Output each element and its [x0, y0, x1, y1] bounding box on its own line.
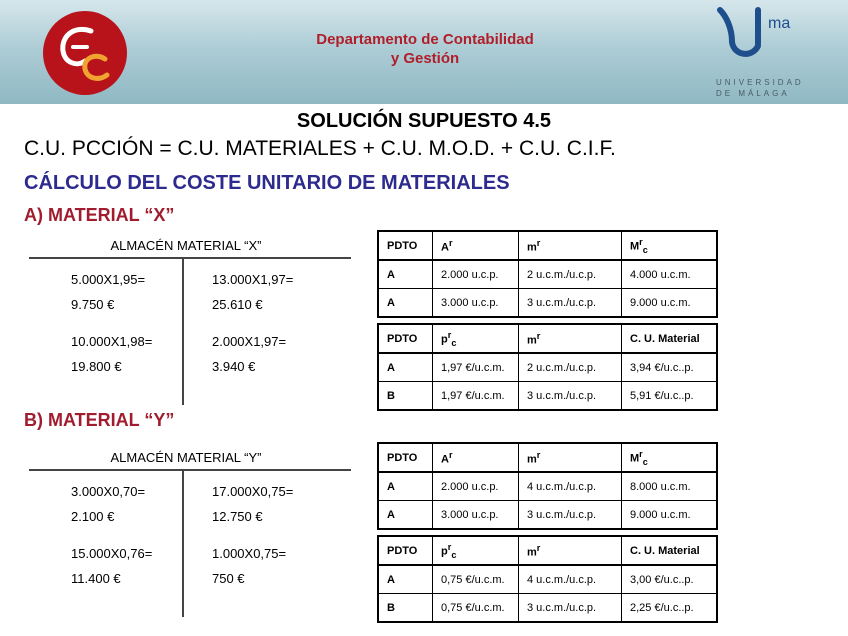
header-cell: PDTO: [378, 231, 433, 260]
material-x-cost-table: [377, 323, 718, 411]
table-cell: A: [378, 260, 433, 289]
account-x-hline: [29, 257, 351, 259]
header-cell: $m^r$: [519, 324, 622, 353]
material-x-quantity-table: [377, 230, 718, 318]
table-cell: 3,94 €/u.c..p.: [622, 353, 718, 382]
table-cell: 2,25 €/u.c..p.: [622, 594, 718, 623]
university-line-2: DE MÁLAGA: [716, 89, 790, 98]
table-cell: 3 u.c.m./u.c.p.: [519, 594, 622, 623]
account-x-vline: [182, 258, 184, 405]
header-cell: C. U. Material: [622, 536, 718, 565]
page-title: SOLUCIÓN SUPUESTO 4.5: [296, 110, 552, 132]
table-cell: 0,75 €/u.c.m.: [433, 594, 519, 623]
table-cell: A: [378, 289, 433, 318]
university-line-1: UNIVERSIDAD: [716, 78, 804, 87]
table-row: [378, 382, 717, 411]
account-y-title: ALMACÉN MATERIAL “Y”: [110, 450, 262, 465]
table-cell: 4 u.c.m./u.c.p.: [519, 565, 622, 594]
table-cell: 3 u.c.m./u.c.p.: [519, 501, 622, 530]
header-cell: $M^r_c$: [622, 231, 718, 260]
table-row: [378, 289, 717, 318]
section-x-heading: A) MATERIAL “X”: [24, 205, 175, 225]
header-cell: $A^r$: [433, 231, 519, 260]
table-cell: 3,00 €/u.c..p.: [622, 565, 718, 594]
account-x-title: ALMACÉN MATERIAL “X”: [110, 238, 262, 253]
table-row: [378, 260, 717, 289]
table-cell: 3.000 u.c.p.: [433, 289, 519, 318]
department-title: [270, 30, 580, 68]
table-cell: A: [378, 501, 433, 530]
table-cell: 2 u.c.m./u.c.p.: [519, 353, 622, 382]
calc-heading: CÁLCULO DEL COSTE UNITARIO DE MATERIALES: [24, 172, 510, 194]
table-header-row: [378, 231, 717, 260]
table-cell: 5,91 €/u.c..p.: [622, 382, 718, 411]
header-cell: $M^r_c$: [622, 443, 718, 472]
header-cell: PDTO: [378, 324, 433, 353]
header-cell: $m^r$: [519, 536, 622, 565]
table-row: [378, 565, 717, 594]
table-header-row: [378, 443, 717, 472]
department-line-1: Departamento de Contabilidad: [316, 31, 534, 48]
account-x-credit-result: 3.940 €: [212, 359, 256, 374]
university-name: [716, 77, 804, 99]
header-cell: $p^r_c$: [433, 536, 519, 565]
account-x-debit-calc: 5.000X1,95=: [71, 272, 146, 287]
table-cell: 3.000 u.c.p.: [433, 501, 519, 530]
account-x-credit-result: 25.610 €: [212, 297, 263, 312]
account-y-credit-calc: 1.000X0,75=: [212, 546, 287, 561]
header-cell: C. U. Material: [622, 324, 718, 353]
account-x-debit-calc: 10.000X1,98=: [71, 334, 153, 349]
table-row: [378, 353, 717, 382]
uma-logo-text: ma: [768, 15, 791, 32]
account-x-credit-calc: 2.000X1,97=: [212, 334, 287, 349]
header-cell: $A^r$: [433, 443, 519, 472]
table-cell: B: [378, 594, 433, 623]
account-x-debit-result: 19.800 €: [71, 359, 122, 374]
account-y-vline: [182, 470, 184, 617]
table-header-row: [378, 536, 717, 565]
table-cell: 1,97 €/u.c.m.: [433, 353, 519, 382]
header-banner: [0, 0, 848, 104]
account-y-hline: [29, 469, 351, 471]
table-cell: 2 u.c.m./u.c.p.: [519, 260, 622, 289]
header-cell: $m^r$: [519, 231, 622, 260]
table-row: [378, 472, 717, 501]
table-cell: A: [378, 353, 433, 382]
table-cell: A: [378, 565, 433, 594]
account-y-debit-result: 2.100 €: [71, 509, 115, 524]
header-cell: $m^r$: [519, 443, 622, 472]
table-cell: 4 u.c.m./u.c.p.: [519, 472, 622, 501]
account-y-credit-calc: 17.000X0,75=: [212, 484, 294, 499]
account-y-debit-calc: 3.000X0,70=: [71, 484, 146, 499]
table-cell: 1,97 €/u.c.m.: [433, 382, 519, 411]
header-cell: PDTO: [378, 443, 433, 472]
table-cell: 3 u.c.m./u.c.p.: [519, 289, 622, 318]
table-row: [378, 594, 717, 623]
section-y-heading: B) MATERIAL “Y”: [24, 410, 175, 430]
table-cell: 9.000 u.c.m.: [622, 501, 718, 530]
table-cell: 8.000 u.c.m.: [622, 472, 718, 501]
account-y-debit-result: 11.400 €: [71, 571, 121, 586]
table-cell: 2.000 u.c.p.: [433, 472, 519, 501]
header-cell: $p^r_c$: [433, 324, 519, 353]
table-cell: 4.000 u.c.m.: [622, 260, 718, 289]
table-row: [378, 501, 717, 530]
account-y-credit-result: 750 €: [212, 571, 245, 586]
table-cell: A: [378, 472, 433, 501]
table-cell: 2.000 u.c.p.: [433, 260, 519, 289]
gc-logo: [43, 11, 127, 95]
table-header-row: [378, 324, 717, 353]
account-x-credit-calc: 13.000X1,97=: [212, 272, 294, 287]
table-cell: 9.000 u.c.m.: [622, 289, 718, 318]
table-cell: 0,75 €/u.c.m.: [433, 565, 519, 594]
material-y-cost-table: [377, 535, 718, 623]
material-y-quantity-table: [377, 442, 718, 530]
table-cell: B: [378, 382, 433, 411]
cost-formula: C.U. PCCIÓN = C.U. MATERIALES + C.U. M.O.D. + C.U. C.I.F.: [24, 137, 616, 160]
table-cell: 3 u.c.m./u.c.p.: [519, 382, 622, 411]
account-y-credit-result: 12.750 €: [212, 509, 263, 524]
account-x-debit-result: 9.750 €: [71, 297, 115, 312]
department-line-2: y Gestión: [390, 50, 460, 67]
header-cell: PDTO: [378, 536, 433, 565]
account-y-debit-calc: 15.000X0,76=: [71, 546, 153, 561]
